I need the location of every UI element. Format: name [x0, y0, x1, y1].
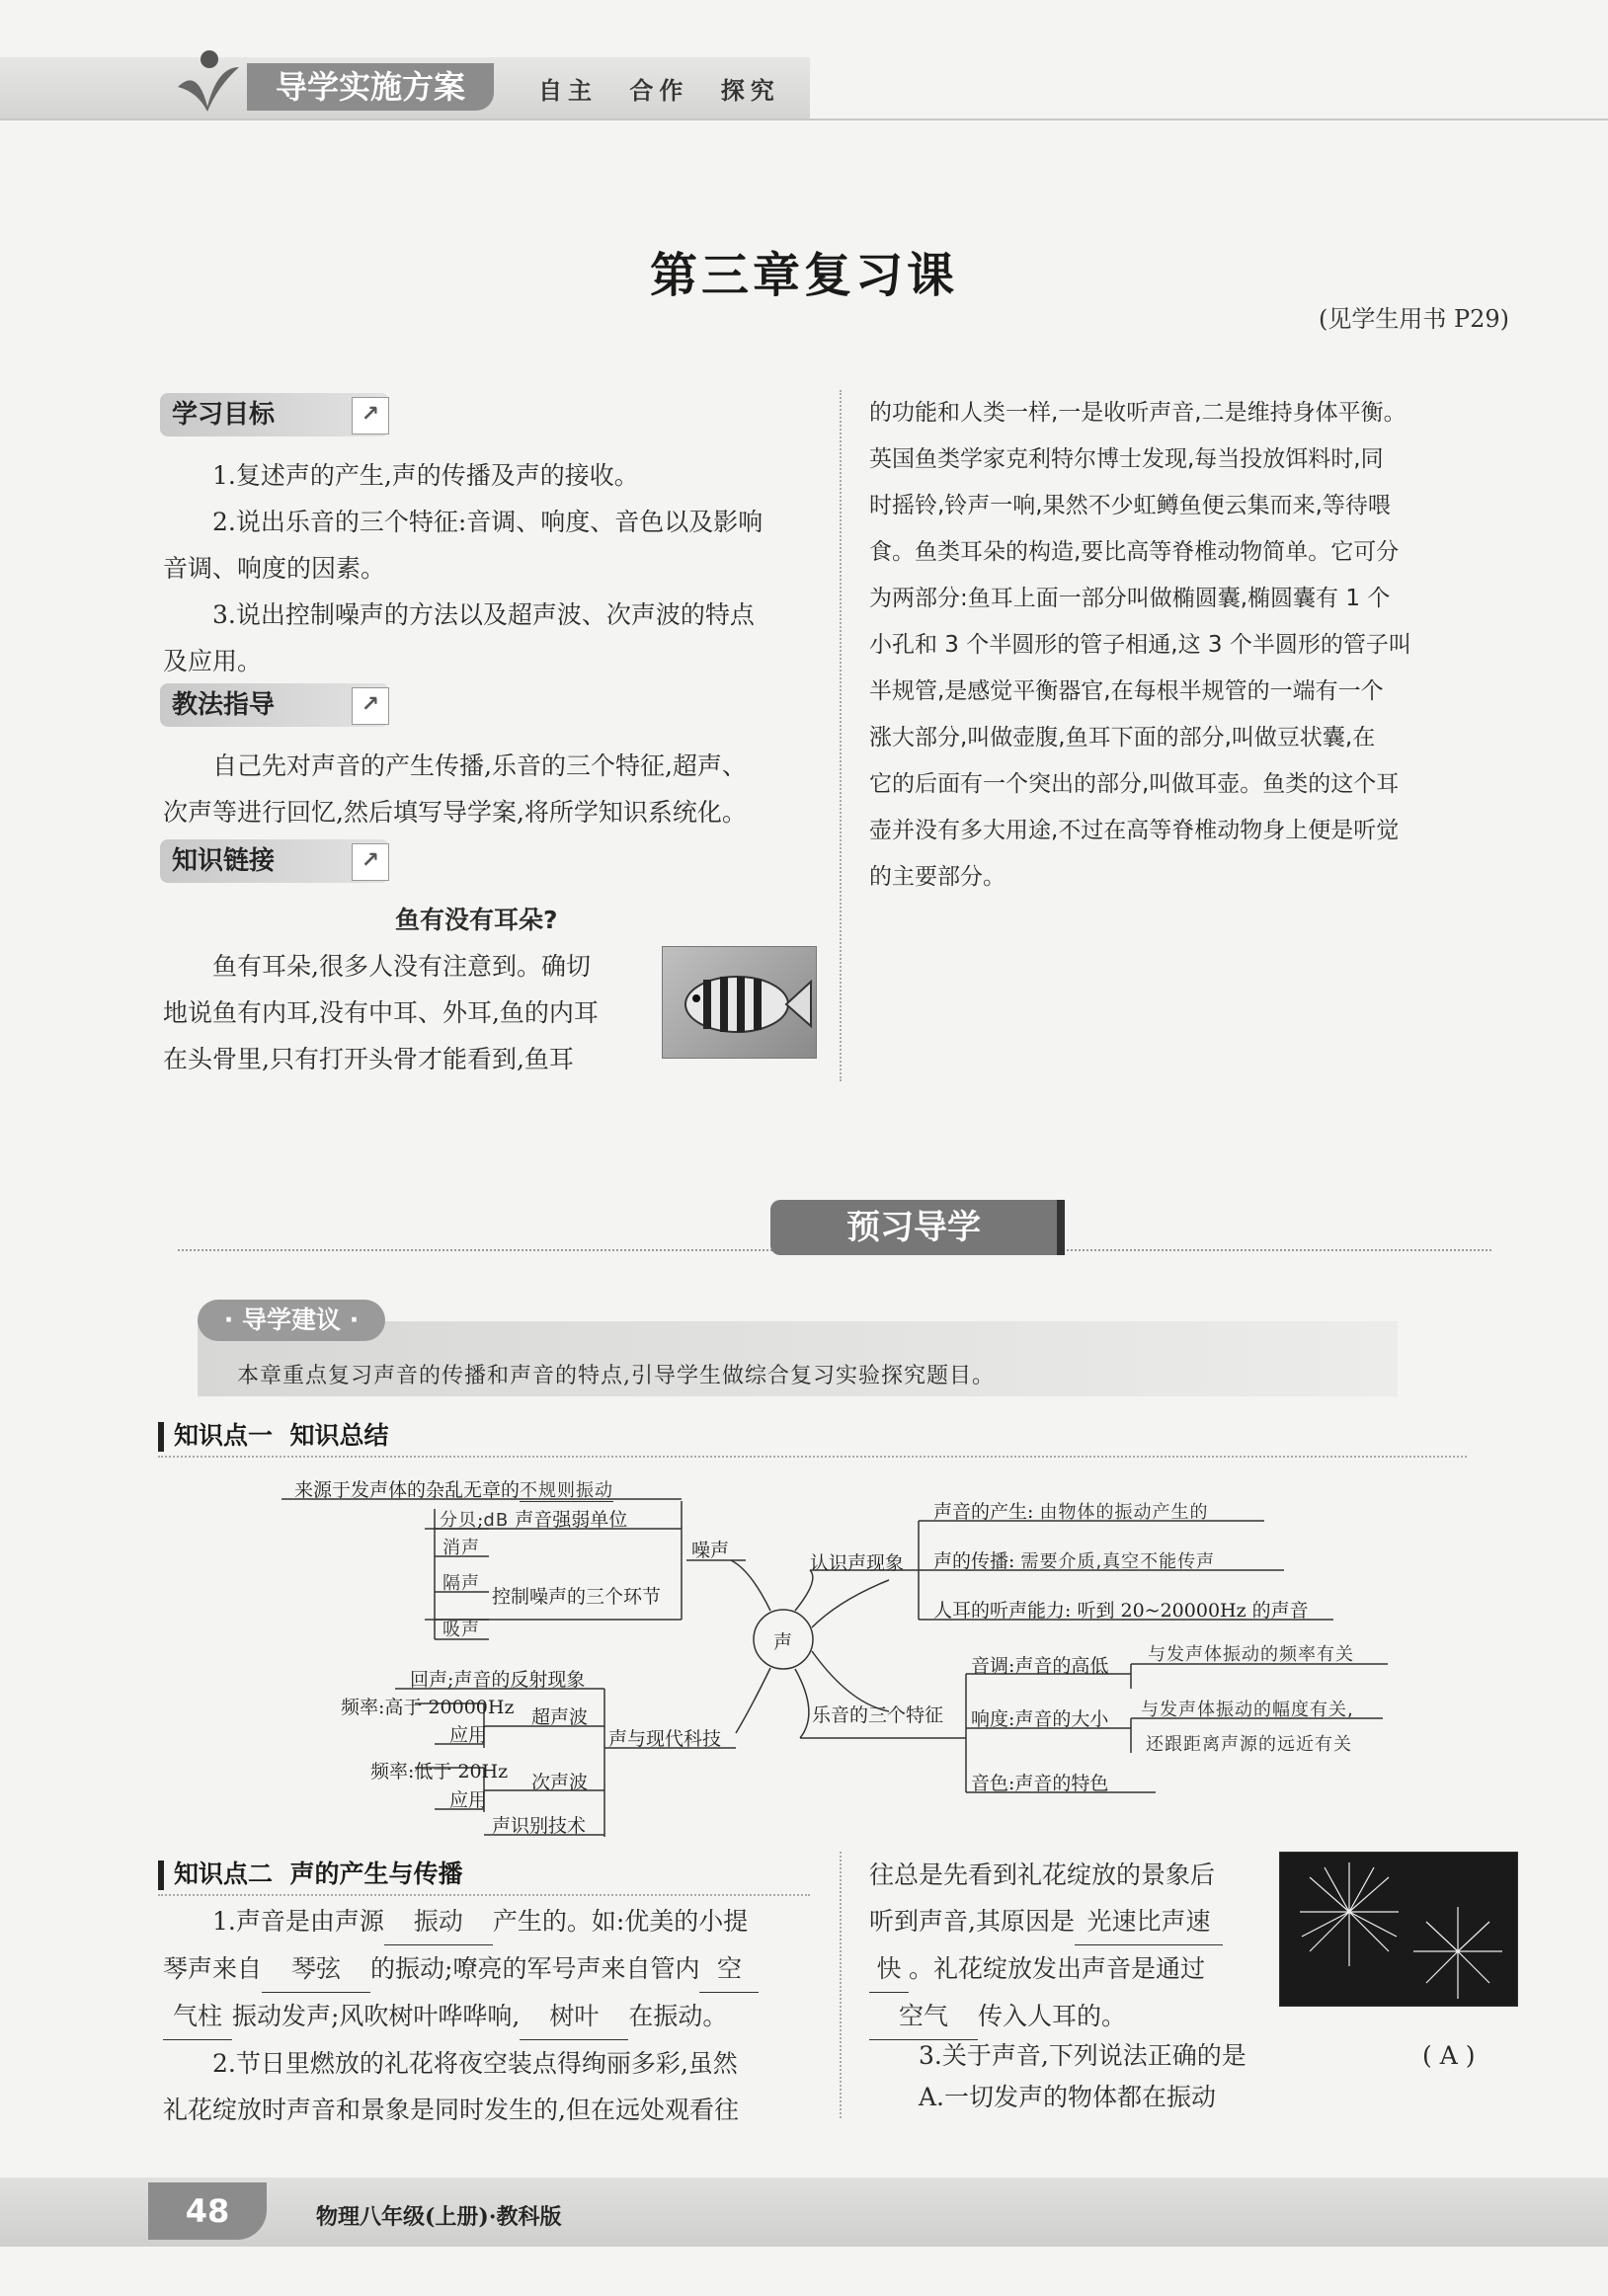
link-title: 鱼有没有耳朵?	[395, 906, 558, 934]
production-label: 声音的产生:	[933, 1501, 1034, 1523]
q2-text: 传入人耳的。	[978, 2002, 1127, 2030]
q3-option-a: A.一切发声的物体都在振动	[919, 2083, 1217, 2111]
pitch-answer: 与发声体振动的频率有关	[1148, 1644, 1354, 1665]
timbre: 音色:声音的特色	[971, 1773, 1109, 1794]
loudness-answer-2: 还跟距离声源的远近有关	[1146, 1734, 1352, 1755]
q2-blank-1b[interactable]: 快	[869, 1945, 909, 1993]
q2-text: 礼花绽放时声音和景象是同时发生的,但在远处观看往	[163, 2096, 739, 2124]
footer-text: 物理八年级(上册)·教科版	[316, 2204, 562, 2230]
ultrasonic-frequency: 频率:高于 20000Hz	[341, 1697, 515, 1718]
text-line: 壶并没有多大用途,不过在高等脊椎动物身上便是听觉	[869, 818, 1400, 843]
eliminate-noise: 消声	[442, 1538, 480, 1558]
goal-item: 2.说出乐音的三个特征:音调、响度、音色以及影响	[212, 508, 764, 536]
kp2-dotted-line	[158, 1894, 810, 1896]
mindmap-noise: 噪声	[691, 1540, 730, 1561]
text-line: 为两部分:鱼耳上面一部分叫做椭圆囊,椭圆囊有 1 个	[869, 586, 1391, 611]
fireworks-photo	[1279, 1852, 1518, 2007]
fireworks-icon	[1280, 1853, 1517, 2006]
suggestion-tag: · 导学建议 ·	[198, 1300, 385, 1341]
text-line: 的主要部分。	[869, 864, 1005, 890]
mindmap-modern: 声与现代科技	[608, 1728, 722, 1750]
goals-tag-label: 学习目标	[172, 400, 276, 430]
q1-blank-4[interactable]: 树叶	[520, 1993, 628, 2040]
noise-source-answer: 不规则振动	[520, 1480, 614, 1501]
text-line: 食。鱼类耳朵的构造,要比高等脊椎动物简单。它可分	[869, 539, 1400, 565]
hearing-range	[933, 1596, 1309, 1623]
link-line: 地说鱼有内耳,没有中耳、外耳,鱼的内耳	[163, 998, 599, 1027]
goal-item: 音调、响度的因素。	[163, 554, 386, 583]
goal-item: 1.复述声的产生,声的传播及声的接收。	[212, 461, 639, 490]
isolate-noise: 隔声	[442, 1573, 480, 1594]
link-line: 鱼有耳朵,很多人没有注意到。确切	[212, 952, 591, 981]
q3-stem: 3.关于声音,下列说法正确的是	[919, 2041, 1246, 2070]
sound-propagation	[933, 1546, 1215, 1573]
infrasonic-frequency: 频率:低于 20Hz	[370, 1761, 509, 1782]
q1-text: 的振动;嘹亮的军号声来自管内	[370, 1954, 700, 1983]
column-divider	[840, 1852, 842, 2118]
infrasonic: 次声波	[531, 1772, 589, 1793]
loudness-answer-1: 与发声体振动的幅度有关,	[1141, 1700, 1354, 1720]
propagation-label: 声的传播:	[933, 1550, 1015, 1572]
section-banner: 预习导学	[770, 1200, 1057, 1255]
link-line: 在头骨里,只有打开头骨才能看到,鱼耳	[163, 1045, 574, 1073]
grade-text: 声音强弱单位	[515, 1509, 628, 1531]
ultrasonic: 超声波	[531, 1706, 589, 1728]
kp1-title: 知识总结	[289, 1421, 389, 1450]
mindmap-center: 声	[773, 1631, 793, 1653]
kp1-label: 知识点一	[174, 1421, 274, 1450]
header-title: 导学实施方案	[247, 63, 494, 111]
voice-recognition: 声识别技术	[492, 1815, 587, 1837]
method-tag-label: 教法指导	[172, 690, 276, 720]
grade-label: 分贝	[440, 1510, 477, 1531]
method-line: 次声等进行回忆,然后填写导学案,将所学知识系统化。	[163, 798, 747, 827]
link-tag-label: 知识链接	[172, 846, 276, 876]
q1-text: 琴声来自	[163, 1954, 263, 1983]
q1-text: 产生的。如:优美的小提	[492, 1907, 749, 1936]
book-reference: (见学生用书 P29)	[1318, 305, 1509, 333]
propagation-answer: 需要介质,真空不能传声	[1020, 1551, 1216, 1572]
arrow-icon: ↗	[352, 687, 389, 725]
mindmap-recognize: 认识声现象	[810, 1552, 905, 1574]
chapter-title: 第三章复习课	[649, 248, 958, 303]
text-line: 英国鱼类学家克利特尔博士发现,每当投放饵料时,同	[869, 446, 1384, 472]
echo: 回声;声音的反射现象	[410, 1669, 586, 1691]
question-2-continued	[869, 1852, 1284, 2040]
noise-grade: 分贝;dB 声音强弱单位	[440, 1509, 628, 1531]
suggestion-text: 本章重点复习声音的传播和声音的特点,引导学生做综合复习实验探究题目。	[237, 1364, 995, 1388]
q2-text: 听到声音,其原因是	[869, 1907, 1075, 1936]
q1-text: 在振动。	[628, 2002, 728, 2030]
q2-blank-2[interactable]: 空气	[869, 1993, 978, 2040]
q1-blank-3a[interactable]: 空	[699, 1945, 759, 1993]
q1-blank-1[interactable]: 振动	[384, 1898, 493, 1945]
q1-text: 振动发声;风吹树叶哗哗响,	[232, 2002, 521, 2030]
q2-text: 。礼花绽放发出声音是通过	[909, 1954, 1206, 1983]
text-line: 它的后面有一个突出的部分,叫做耳壶。鱼类的这个耳	[869, 771, 1400, 797]
control-noise: 控制噪声的三个环节	[492, 1586, 662, 1608]
text-line: 涨大部分,叫做壶腹,鱼耳下面的部分,叫做豆状囊,在	[869, 725, 1376, 751]
q1-text: 1.声音是由声源	[212, 1907, 384, 1936]
noise-source-label: 来源于发声体的杂乱无章的	[294, 1479, 521, 1501]
arrow-icon: ↗	[352, 397, 389, 435]
loudness: 响度:声音的大小	[971, 1708, 1109, 1730]
noise-source	[294, 1475, 613, 1502]
goal-item: 及应用。	[163, 647, 263, 675]
q3-answer: ( A )	[1422, 2041, 1476, 2070]
method-line: 自己先对声音的产生传播,乐音的三个特征,超声、	[212, 752, 747, 780]
header-subtitle: 自主 合作 探究	[538, 77, 780, 105]
hearing-label: 人耳的听声能力:	[933, 1600, 1072, 1622]
text-line: 半规管,是感觉平衡器官,在每根半规管的一端有一个	[869, 678, 1384, 704]
hearing-answer: 听到 20~20000Hz 的声音	[1077, 1600, 1309, 1622]
q2-blank-1a[interactable]: 光速比声速	[1075, 1898, 1223, 1945]
question-1	[163, 1898, 825, 2133]
grade-answer: dB	[483, 1510, 510, 1531]
text-line: 的功能和人类一样,一是收听声音,二是维持身体平衡。	[869, 400, 1407, 426]
kp2-title: 声的产生与传播	[289, 1860, 463, 1888]
q1-blank-3b[interactable]: 气柱	[163, 1993, 232, 2040]
q2-text: 2.节日里燃放的礼花将夜空装点得绚丽多彩,虽然	[212, 2049, 738, 2078]
kp2-heading	[158, 1855, 462, 1890]
infrasonic-use: 应用	[449, 1789, 488, 1811]
pitch: 音调:声音的高低	[971, 1655, 1109, 1677]
q1-blank-2[interactable]: 琴弦	[262, 1945, 370, 1993]
ultrasonic-use: 应用	[449, 1724, 488, 1746]
production-answer: 由物体的振动产生的	[1039, 1502, 1209, 1523]
goal-item: 3.说出控制噪声的方法以及超声波、次声波的特点	[212, 600, 755, 629]
arrow-icon: ↗	[352, 843, 389, 881]
kp-bar	[158, 1861, 164, 1890]
absorb-noise: 吸声	[442, 1620, 480, 1640]
sound-production	[933, 1497, 1208, 1524]
page-number: 48	[148, 2182, 267, 2240]
q2-text: 往总是先看到礼花绽放的景象后	[869, 1861, 1216, 1889]
text-line: 时摇铃,铃声一响,果然不少虹鳟鱼便云集而来,等待喂	[869, 493, 1391, 518]
kp2-label: 知识点二	[174, 1860, 274, 1888]
text-line: 小孔和 3 个半圆形的管子相通,这 3 个半圆形的管子叫	[869, 632, 1411, 658]
three-features: 乐音的三个特征	[812, 1704, 944, 1726]
